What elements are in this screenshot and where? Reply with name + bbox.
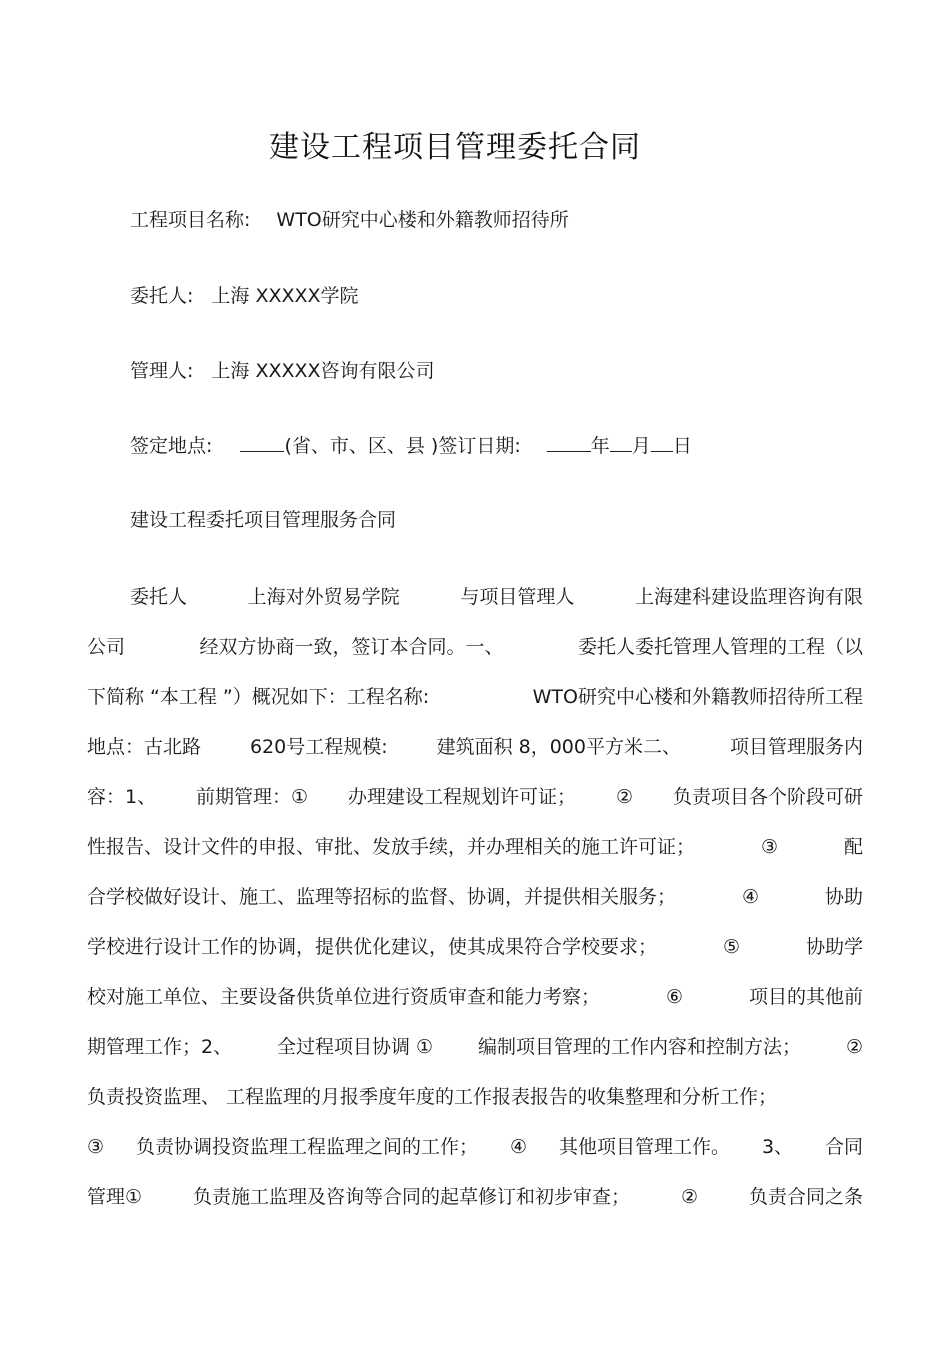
body-line xyxy=(87,1172,863,1222)
body-segment: 性报告、设计文件的申报、审批、发放手续，并办理相关的施工许可证； xyxy=(87,836,696,858)
body-segment: 容：1、 xyxy=(87,786,157,808)
project-name-label: 工程项目名称: xyxy=(130,209,251,231)
body-segment: 负责项目各个阶段可研 xyxy=(672,786,863,808)
body-segment: 全过程项目协调 ① xyxy=(277,1036,434,1058)
month-blank xyxy=(610,436,632,452)
body-line xyxy=(87,1022,863,1072)
body-line xyxy=(87,772,863,822)
body-segment: ② xyxy=(680,1186,699,1208)
body-segment: 上海建科建设监理咨询有限 xyxy=(634,586,863,608)
body-segment: ③ xyxy=(760,836,779,858)
body-segment: 管理① xyxy=(87,1186,143,1208)
body-segment: 负责合同之条 xyxy=(748,1186,863,1208)
body-line xyxy=(87,672,863,722)
body-segment: 办理建设工程规划许可证； xyxy=(348,786,577,808)
body-segment: ③ xyxy=(87,1136,105,1158)
body-line xyxy=(87,922,863,972)
body-segment: 校对施工单位、主要设备供货单位进行资质审查和能力考察； xyxy=(87,986,601,1008)
body-line xyxy=(87,572,863,622)
client-label: 委托人: xyxy=(130,285,194,307)
signing-line xyxy=(130,431,692,458)
body-segment: 前期管理：① xyxy=(196,786,309,808)
body-segment: 配 xyxy=(843,836,863,858)
body-segment: WTO研究中心楼和外籍教师招待所工程 xyxy=(532,686,863,708)
body-segment: 学校进行设计工作的协调，提供优化建议，使其成果符合学校要求； xyxy=(87,936,658,958)
body-segment: 项目的其他前 xyxy=(748,986,863,1008)
year-char: 年 xyxy=(590,435,610,457)
body-segment: 委托人委托管理人管理的工程（以 xyxy=(577,636,863,658)
body-segment: 其他项目管理工作。 xyxy=(558,1136,730,1158)
document-title: 建设工程项目管理委托合同 xyxy=(269,130,641,165)
body-line xyxy=(87,822,863,872)
signing-place-suffix: (省、市、区、县 )签订日期: xyxy=(284,435,521,457)
body-line xyxy=(87,1122,863,1172)
body-line xyxy=(87,972,863,1022)
body-segment: 协助学 xyxy=(805,936,863,958)
project-name-value: WTO研究中心楼和外籍教师招待所 xyxy=(276,209,569,231)
body-segment: 期管理工作；2、 xyxy=(87,1036,233,1058)
manager-line xyxy=(130,356,435,383)
contract-body xyxy=(87,572,863,1222)
manager-label: 管理人: xyxy=(130,360,194,382)
body-segment: 上海对外贸易学院 xyxy=(247,586,400,608)
client-value: 上海 XXXXX学院 xyxy=(211,285,359,307)
body-segment: 与项目管理人 xyxy=(460,586,575,608)
project-name-line xyxy=(130,205,569,232)
month-char: 月 xyxy=(631,435,651,457)
body-segment: ④ xyxy=(509,1136,528,1158)
body-line xyxy=(87,1072,863,1122)
body-segment: 公司 xyxy=(87,636,126,658)
body-segment: 地点：古北路 xyxy=(87,736,202,758)
body-segment: 协助 xyxy=(824,886,863,908)
day-blank xyxy=(651,436,673,452)
body-segment: 负责施工监理及咨询等合同的起草修订和初步审查； xyxy=(193,1186,631,1208)
day-char: 日 xyxy=(672,435,692,457)
body-line xyxy=(87,622,863,672)
body-segment: 项目管理服务内 xyxy=(729,736,863,758)
client-line xyxy=(130,281,359,308)
body-segment: ② xyxy=(615,786,634,808)
body-segment: ⑥ xyxy=(665,986,684,1008)
body-segment: 委托人 xyxy=(130,586,188,608)
body-segment: 负责协调投资监理工程监理之间的工作； xyxy=(136,1136,479,1158)
body-segment: ④ xyxy=(741,886,760,908)
year-blank xyxy=(547,436,591,452)
body-segment: 编制项目管理的工作内容和控制方法； xyxy=(478,1036,802,1058)
signing-place-label: 签定地点: xyxy=(130,435,213,457)
body-segment: 合同 xyxy=(824,1136,863,1158)
signing-place-blank xyxy=(240,436,284,452)
body-segment: 合学校做好设计、施工、监理等招标的监督、协调，并提供相关服务； xyxy=(87,886,677,908)
body-segment: 负责投资监理、 工程监理的月报季度年度的工作报表报告的收集整理和分析工作； xyxy=(87,1086,778,1108)
body-segment: 620号工程规模: xyxy=(249,736,388,758)
body-line xyxy=(87,722,863,772)
body-segment: 建筑面积 8，000平方米二、 xyxy=(436,736,681,758)
body-segment: 下简称 “本工程 ”）概况如下：工程名称: xyxy=(87,686,430,708)
body-segment: ② xyxy=(845,1036,863,1058)
body-segment: ⑤ xyxy=(722,936,741,958)
section-heading: 建设工程委托项目管理服务合同 xyxy=(130,509,397,531)
body-line xyxy=(87,872,863,922)
manager-value: 上海 XXXXX咨询有限公司 xyxy=(211,360,435,382)
body-segment: 经双方协商一致，签订本合同。一、 xyxy=(199,636,504,658)
body-segment: 3、 xyxy=(761,1136,794,1158)
